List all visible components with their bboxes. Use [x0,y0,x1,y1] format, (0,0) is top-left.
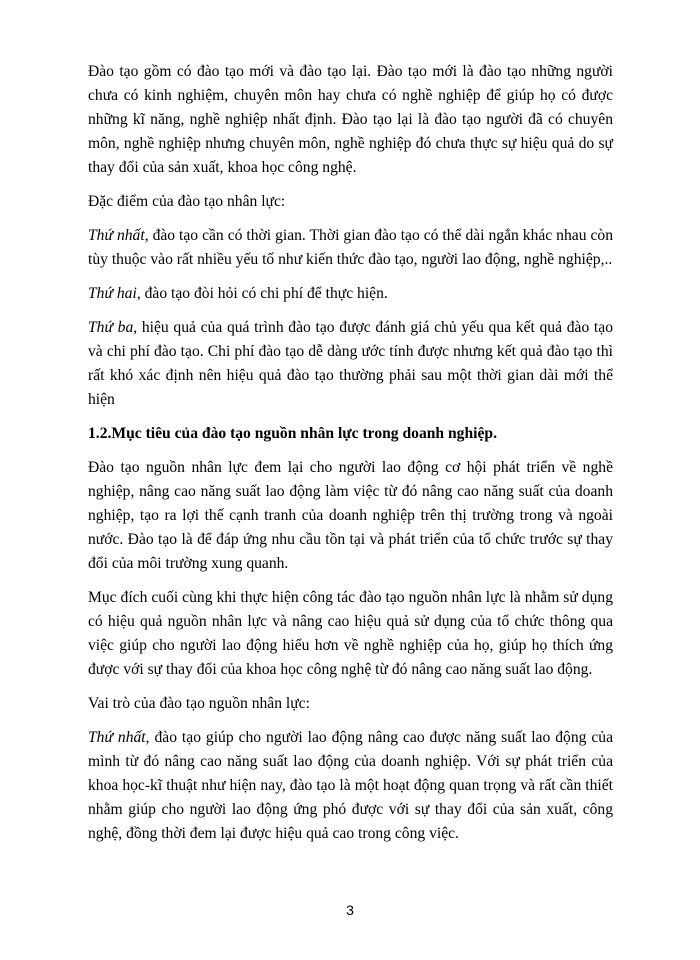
paragraph-text: , đào tạo giúp cho người lao động nâng cao được năng suất lao động của mình từ đó nâng cao năng suất lao động của doanh nghiệp. Với sự phát triển của khoa học-kĩ thuật như hiện nay, đào tạo là một hoạt động quan trọng và rất cần thiết nhằm giúp cho người lao động ứng phó được với sự thay đổi của sản xuất, công nghệ, đồng thời đem lại được hiệu quả cao trong công việc. [88,729,613,842]
paragraph-text: , hiệu quả của quá trình đào tạo được đánh giá chủ yếu qua kết quả đào tạo và chi phí đào tạo. Chi phí đào tạo dễ dàng ước tính được nhưng kết quả đào tạo thì rất khó xác định nên hiệu quả đào tạo thường phải sau một thời gian dài mới thể hiện [88,319,613,408]
paragraph-role-first [88,726,613,846]
paragraph-text: , đào tạo đòi hỏi có chi phí để thực hiện. [136,285,388,302]
paragraph-final-purpose: Mục đích cuối cùng khi thực hiện công tác đào tạo nguồn nhân lực là nhằm sử dụng có hiệu quả nguồn nhân lực và nâng cao hiệu quả sử dụng của tổ chức thông qua việc giúp cho người lao động hiểu hơn về nghề nghiệp của họ, giúp họ thích ứng được với sự thay đổi của khoa học công nghệ từ đó nâng cao năng suất lao động. [88,589,613,678]
paragraph-characteristics-intro: Đặc điểm của đào tạo nhân lực: [88,193,286,210]
italic-lead-third: Thứ ba [88,319,134,336]
paragraph-characteristic-second [88,282,613,306]
section-heading: 1.2.Mục tiêu của đào tạo nguồn nhân lực trong doanh nghiệp. [88,425,497,442]
paragraph-text: , đào tạo cần có thời gian. Thời gian đào tạo có thể dài ngắn khác nhau còn tùy thuộc vào rất nhiều yếu tố như kiến thức đào tạo, người lao động, nghề nghiệp,.. [88,227,613,268]
italic-lead-second: Thứ hai [88,285,137,302]
paragraph-objectives: Đào tạo nguồn nhân lực đem lại cho người lao động cơ hội phát triển về nghề nghiệp, nâng cao năng suất lao động làm việc từ đó nâng cao năng suất của doanh nghiệp, tạo ra lợi thế cạnh tranh của doanh nghiệp trên thị trường trong và ngoài nước. Đào tạo là để đáp ứng nhu cầu tồn tại và phát triển của tổ chức trước sự thay đổi của môi trường xung quanh. [88,459,613,572]
paragraph-characteristic-first [88,224,613,272]
paragraph-role-intro: Vai trò của đào tạo nguồn nhân lực: [88,695,310,712]
italic-lead-role-first: Thứ nhất [88,729,146,746]
italic-lead-first: Thứ nhất [88,227,145,244]
paragraph-characteristic-third [88,316,613,412]
paragraph-training-types: Đào tạo gồm có đào tạo mới và đào tạo lại. Đào tạo mới là đào tạo những người chưa có kinh nghiệm, chuyên môn hay chưa có nghề nghiệp để giúp họ có được những kĩ năng, nghề nghiệp nhất định. Đào tạo lại là đào tạo người đã có chuyên môn, nghề nghiệp nhưng chuyên môn, nghề nghiệp đó chưa thực sự hiệu quả do sự thay đổi của sản xuất, khoa học công nghệ. [88,63,613,176]
page-number: 3 [346,902,354,918]
document-body [88,60,613,856]
